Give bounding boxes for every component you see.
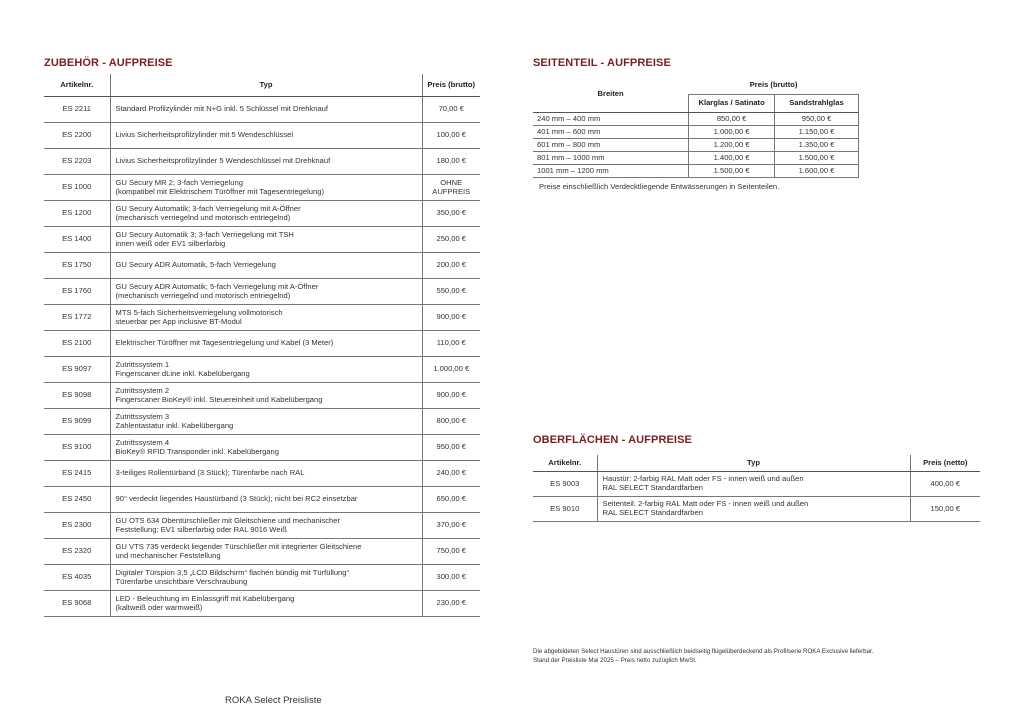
artikelnr-cell: ES 2415 xyxy=(44,461,110,487)
sandstrahlglas-price-cell: 1.600,00 € xyxy=(775,165,859,178)
typ-cell: 3-teiliges Rollentürband (3 Stück); Türenfarbe nach RAL xyxy=(110,461,422,487)
footer-line-2: Stand der Preisliste Mai 2025 – Preis netto zuzüglich MwSt. xyxy=(533,657,697,665)
typ-cell: MTS 5-fach Sicherheitsverriegelung vollmotorisch steuerbar per App inclusive BT-Modul xyxy=(110,305,422,331)
artikelnr-cell: ES 1200 xyxy=(44,201,110,227)
artikelnr-cell: ES 1750 xyxy=(44,253,110,279)
typ-cell: 90° verdeckt liegendes Haustürband (3 Stück); nicht bei RC2 einsetzbar xyxy=(110,487,422,513)
artikelnr-cell: ES 1772 xyxy=(44,305,110,331)
klarglas-price-cell: 1.500,00 € xyxy=(689,165,775,178)
table-row xyxy=(44,461,480,487)
preis-cell: 900,00 € xyxy=(422,383,480,409)
footer-notes xyxy=(533,647,874,666)
artikelnr-cell: ES 2100 xyxy=(44,331,110,357)
preis-cell: 370,00 € xyxy=(422,513,480,539)
zubehoer-table xyxy=(44,74,480,617)
table-row xyxy=(533,472,980,497)
col-header-klarglas: Klarglas / Satinato xyxy=(689,95,775,113)
preis-cell: 800,00 € xyxy=(422,409,480,435)
table-row xyxy=(44,201,480,227)
table-row xyxy=(44,513,480,539)
table-row xyxy=(44,357,480,383)
breite-cell: 401 mm – 600 mm xyxy=(533,126,689,139)
typ-cell: GU Secury Automatik; 3-fach Verriegelung mit A-Öffner (mechanisch verriegelnd und motorisch entriegelnd) xyxy=(110,201,422,227)
table-row xyxy=(533,139,859,152)
artikelnr-cell: ES 9068 xyxy=(44,591,110,617)
typ-cell: GU Secury Automatik 3; 3-fach Verriegelung mit TSH innen weiß oder EV1 silberfarbig xyxy=(110,227,422,253)
table-row xyxy=(44,409,480,435)
seitenteil-note: Preise einschließlich Verdecktliegende Entwässerungen in Seitenteilen. xyxy=(539,182,780,191)
preis-cell: 650,00 € xyxy=(422,487,480,513)
preis-cell: 300,00 € xyxy=(422,565,480,591)
preis-cell: 250,00 € xyxy=(422,227,480,253)
col-header-artikelnr: Artikelnr. xyxy=(44,74,110,97)
klarglas-price-cell: 1.200,00 € xyxy=(689,139,775,152)
typ-cell: Zutrittssystem 1 Fingerscaner dLine inkl. Kabelübergang xyxy=(110,357,422,383)
typ-cell: Standard Profilzylinder mit N+G inkl. 5 Schlüssel mit Drehknauf xyxy=(110,97,422,123)
preis-cell: 550,00 € xyxy=(422,279,480,305)
preis-cell: 900,00 € xyxy=(422,305,480,331)
table-row xyxy=(44,253,480,279)
table-row xyxy=(44,591,480,617)
typ-cell: GU Secury ADR Automatik, 5-fach Verriegelung xyxy=(110,253,422,279)
preis-cell: 950,00 € xyxy=(422,435,480,461)
artikelnr-cell: ES 2450 xyxy=(44,487,110,513)
artikelnr-cell: ES 9003 xyxy=(533,472,597,497)
zubehoer-title: ZUBEHÖR - AUFPREISE xyxy=(44,57,173,69)
table-row xyxy=(44,435,480,461)
typ-cell: Livius Sicherheitsprofilzylinder 5 Wendeschlüssel mit Drehknauf xyxy=(110,149,422,175)
preis-cell: 230,00 € xyxy=(422,591,480,617)
preis-cell: 70,00 € xyxy=(422,97,480,123)
col-header-breiten: Breiten xyxy=(533,76,689,113)
table-row xyxy=(44,123,480,149)
table-row xyxy=(44,175,480,201)
oberflaechen-table xyxy=(533,455,980,522)
typ-cell: Elektrischer Türöffner mit Tagesentriegelung und Kabel (3 Meter) xyxy=(110,331,422,357)
table-row xyxy=(44,539,480,565)
artikelnr-cell: ES 2200 xyxy=(44,123,110,149)
oberflaechen-title: OBERFLÄCHEN - AUFPREISE xyxy=(533,434,692,446)
artikelnr-cell: ES 1400 xyxy=(44,227,110,253)
artikelnr-cell: ES 2320 xyxy=(44,539,110,565)
sandstrahlglas-price-cell: 1.500,00 € xyxy=(775,152,859,165)
artikelnr-cell: ES 9100 xyxy=(44,435,110,461)
preis-cell: 350,00 € xyxy=(422,201,480,227)
typ-cell: GU VTS 735 verdeckt liegender Türschließer mit integrierter Gleitschiene und mechanischer Feststellung xyxy=(110,539,422,565)
preis-cell: 180,00 € xyxy=(422,149,480,175)
typ-cell: Zutrittssystem 2 Fingerscaner BioKey® inkl. Steuereinheit und Kabelübergang xyxy=(110,383,422,409)
table-row xyxy=(44,149,480,175)
table-row xyxy=(533,497,980,522)
preis-cell: 750,00 € xyxy=(422,539,480,565)
col-header-preis-brutto: Preis (brutto) xyxy=(689,76,859,95)
breite-cell: 240 mm – 400 mm xyxy=(533,113,689,126)
artikelnr-cell: ES 1000 xyxy=(44,175,110,201)
col-header-typ: Typ xyxy=(597,455,910,472)
preis-cell: 400,00 € xyxy=(910,472,980,497)
footer-line-1: Die abgebildeten Select Haustüren sind ausschließlich beidseitig flügelüberdeckend als Profilserie ROKA Exclusive lieferbar. xyxy=(533,648,874,655)
artikelnr-cell: ES 4035 xyxy=(44,565,110,591)
typ-cell: GU Secury ADR Automatik; 5-fach Verriegelung mit A-Öffner (mechanisch verriegelnd und motorisch entriegelnd) xyxy=(110,279,422,305)
artikelnr-cell: ES 2203 xyxy=(44,149,110,175)
table-row xyxy=(44,565,480,591)
col-header-typ: Typ xyxy=(110,74,422,97)
typ-cell: GU OTS 634 Obentürschließer mit Gleitschiene und mechanischer Feststellung; EV1 silberfarbig oder RAL 9016 Weiß xyxy=(110,513,422,539)
table-row xyxy=(533,113,859,126)
sandstrahlglas-price-cell: 1.350,00 € xyxy=(775,139,859,152)
preis-cell: 1.000,00 € xyxy=(422,357,480,383)
sandstrahlglas-price-cell: 950,00 € xyxy=(775,113,859,126)
typ-cell: Haustür: 2-farbig RAL Matt oder FS - innen weiß und außen RAL SELECT Standardfarben xyxy=(597,472,910,497)
seitenteil-table xyxy=(533,76,859,178)
preis-cell: 150,00 € xyxy=(910,497,980,522)
typ-cell: Zutrittssystem 3 Zahlentastatur inkl. Kabelübergang xyxy=(110,409,422,435)
klarglas-price-cell: 850,00 € xyxy=(689,113,775,126)
preis-cell: OHNE AUFPREIS xyxy=(422,175,480,201)
klarglas-price-cell: 1.400,00 € xyxy=(689,152,775,165)
typ-cell: Digitaler Türspion 3,5 „LCD Bildschirm“ flachen bündig mit Türfüllung“ Türenfarbe unsichtbare Verschraubung xyxy=(110,565,422,591)
breite-cell: 1001 mm – 1200 mm xyxy=(533,165,689,178)
col-header-preis: Preis (brutto) xyxy=(422,74,480,97)
seitenteil-title: SEITENTEIL - AUFPREISE xyxy=(533,57,671,69)
sandstrahlglas-price-cell: 1.150,00 € xyxy=(775,126,859,139)
typ-cell: LED - Beleuchtung im Einlassgriff mit Kabelübergang (kaltweiß oder warmweiß) xyxy=(110,591,422,617)
artikelnr-cell: ES 2300 xyxy=(44,513,110,539)
preis-cell: 200,00 € xyxy=(422,253,480,279)
artikelnr-cell: ES 9098 xyxy=(44,383,110,409)
table-row xyxy=(44,279,480,305)
artikelnr-cell: ES 9010 xyxy=(533,497,597,522)
preis-cell: 110,00 € xyxy=(422,331,480,357)
table-row xyxy=(533,126,859,139)
col-header-preis: Preis (netto) xyxy=(910,455,980,472)
table-row xyxy=(44,227,480,253)
artikelnr-cell: ES 9099 xyxy=(44,409,110,435)
preis-cell: 240,00 € xyxy=(422,461,480,487)
typ-cell: Seitenteil: 2-farbig RAL Matt oder FS - innen weiß und außen RAL SELECT Standardfarben xyxy=(597,497,910,522)
col-header-sandstrahlglas: Sandstrahlglas xyxy=(775,95,859,113)
table-row xyxy=(44,97,480,123)
artikelnr-cell: ES 2211 xyxy=(44,97,110,123)
breite-cell: 801 mm – 1000 mm xyxy=(533,152,689,165)
typ-cell: Zutrittssystem 4 BioKey® RFID Transponder inkl. Kabelübergang xyxy=(110,435,422,461)
brand-footer: ROKA Select Preisliste xyxy=(225,695,322,706)
breite-cell: 601 mm – 800 mm xyxy=(533,139,689,152)
table-row xyxy=(44,305,480,331)
klarglas-price-cell: 1.000,00 € xyxy=(689,126,775,139)
table-row xyxy=(44,487,480,513)
col-header-artikelnr: Artikelnr. xyxy=(533,455,597,472)
table-row xyxy=(44,331,480,357)
table-row xyxy=(44,383,480,409)
artikelnr-cell: ES 9097 xyxy=(44,357,110,383)
table-row xyxy=(533,165,859,178)
typ-cell: Livius Sicherheitsprofilzylinder mit 5 Wendeschlüssel xyxy=(110,123,422,149)
table-row xyxy=(533,152,859,165)
artikelnr-cell: ES 1760 xyxy=(44,279,110,305)
preis-cell: 100,00 € xyxy=(422,123,480,149)
typ-cell: GU Secury MR 2; 3-fach Verriegelung (kompatibel mit Elektrischem Türöffner mit Tagesentriegelung) xyxy=(110,175,422,201)
